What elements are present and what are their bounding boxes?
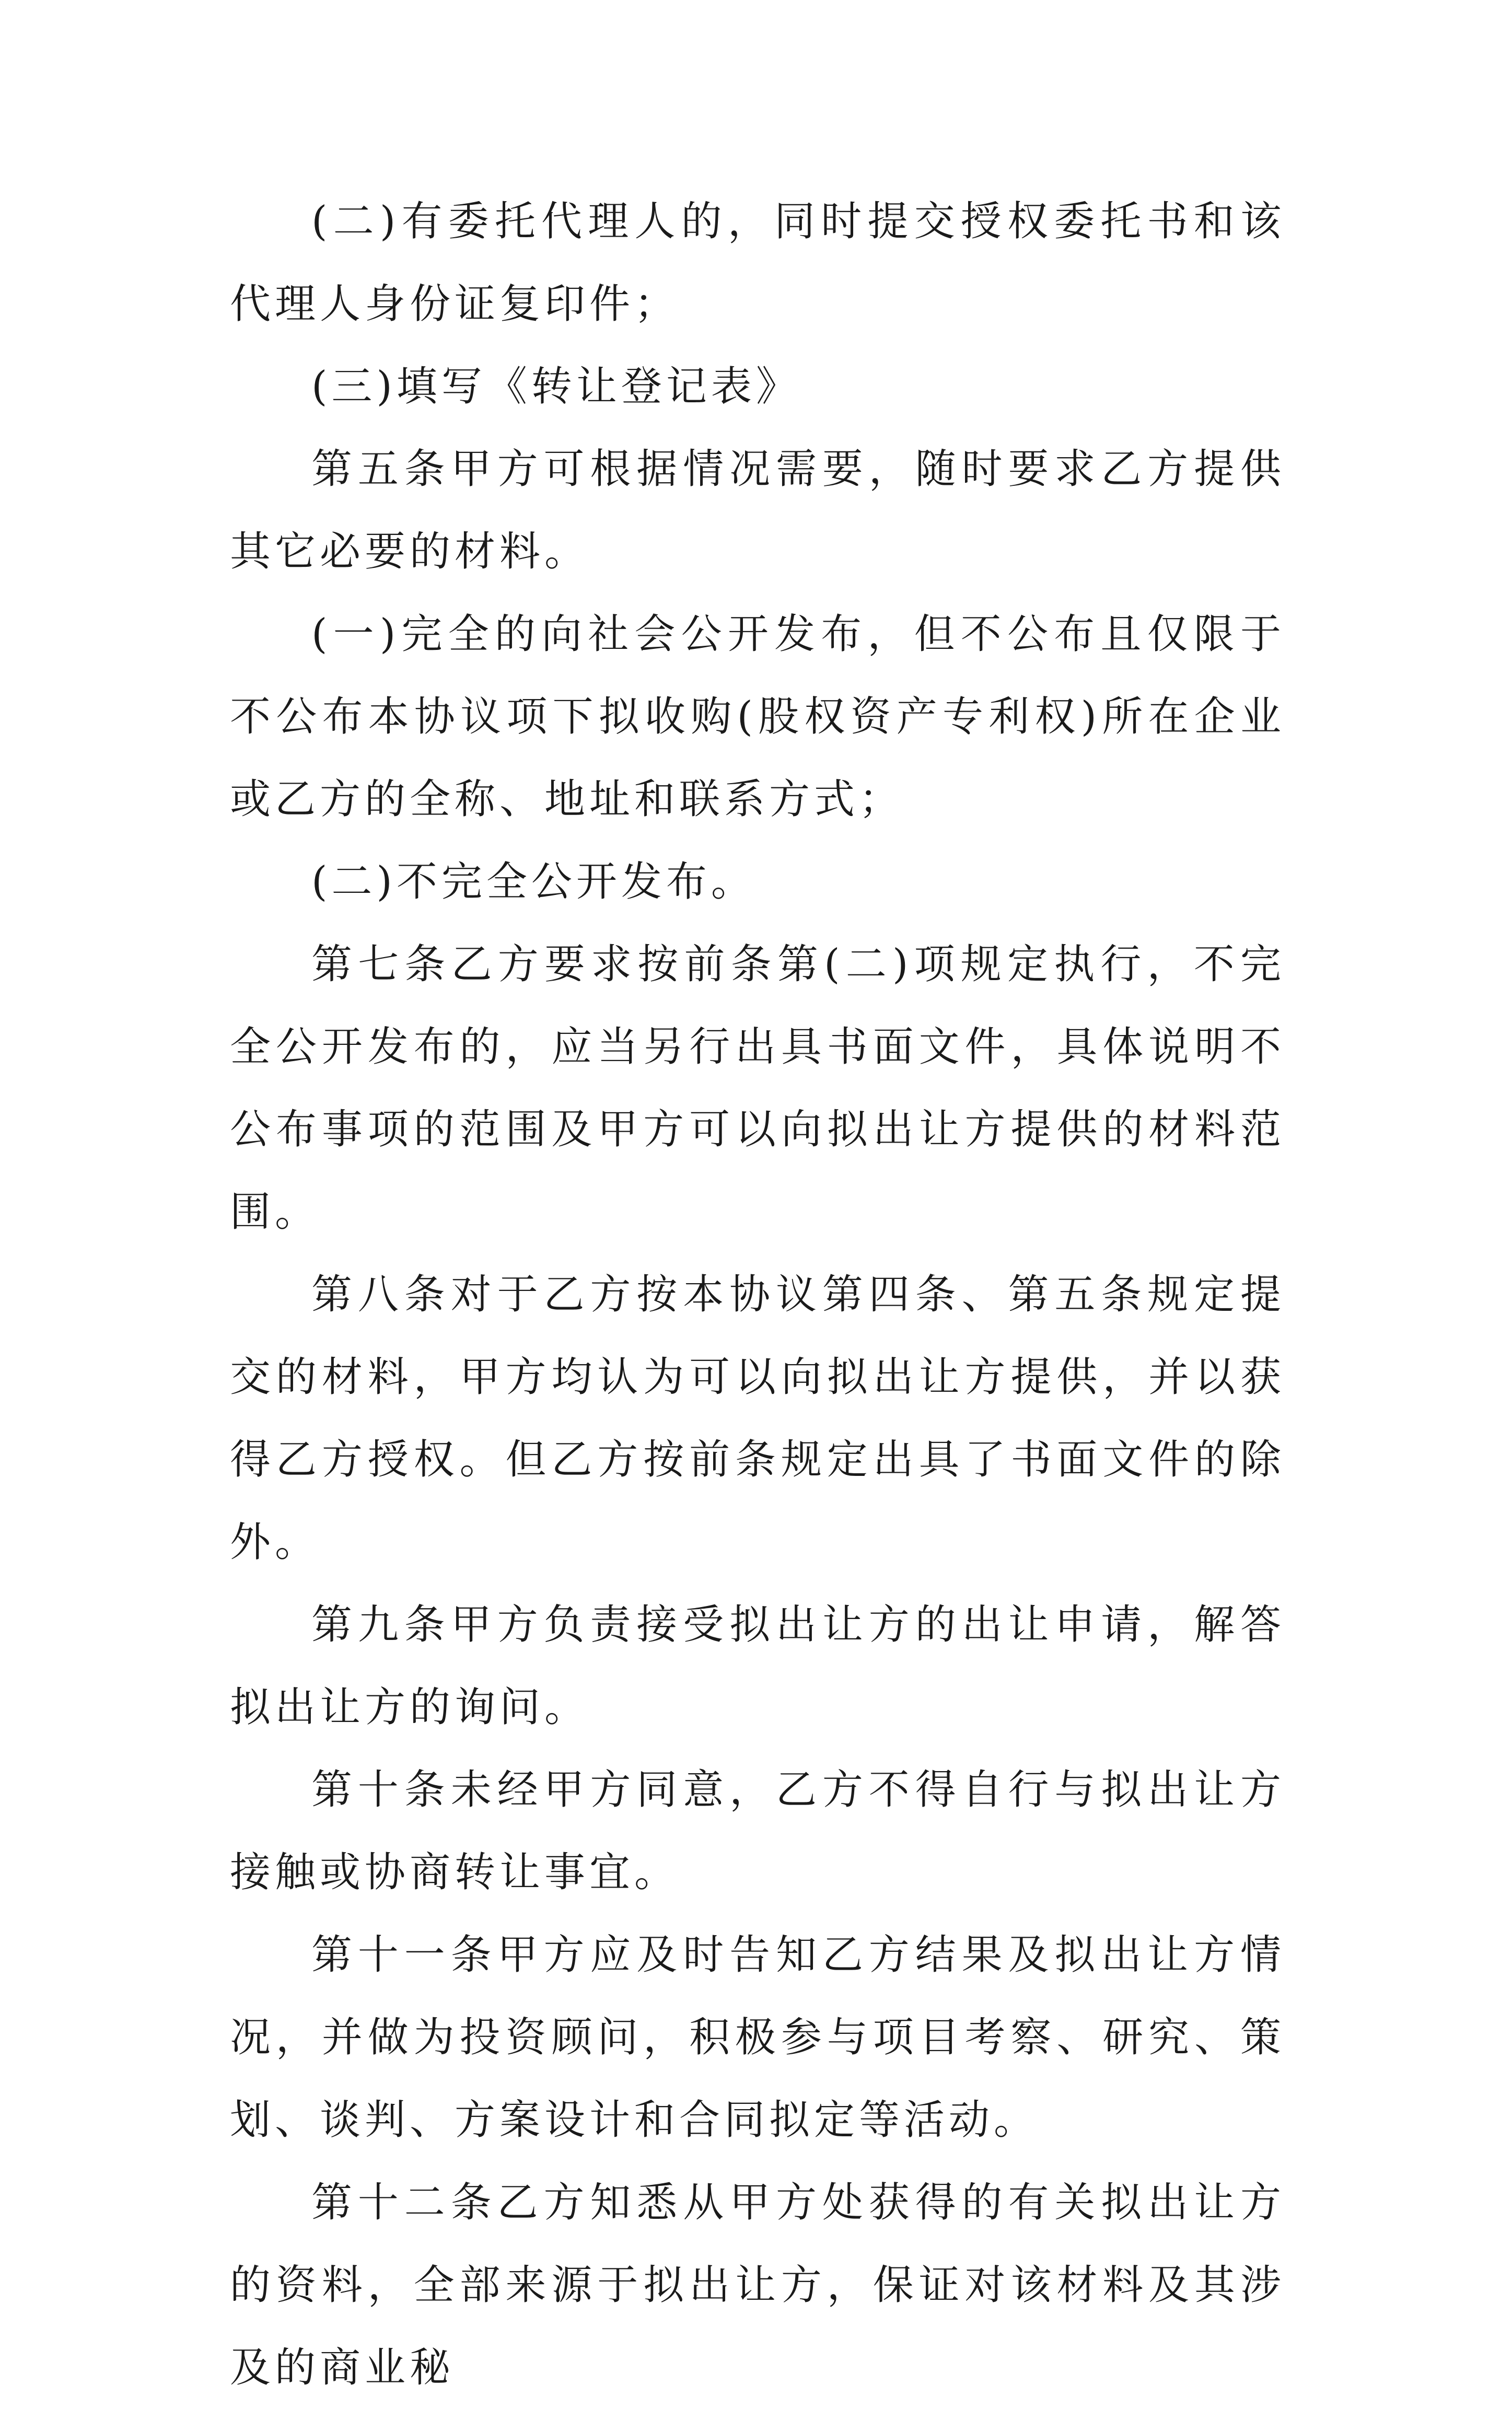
paragraph-article-11: 第十一条甲方应及时告知乙方结果及拟出让方情况，并做为投资顾问，积极参与项目考察、研究、策划、谈判、方案设计和合同拟定等活动。 bbox=[230, 1931, 1285, 2144]
paragraph-article-5: 第五条甲方可根据情况需要，随时要求乙方提供其它必要的材料。 bbox=[230, 446, 1285, 575]
paragraph-partial-disclosure: (二)不完全公开发布。 bbox=[311, 858, 756, 905]
paragraph-article-9: 第九条甲方负责接受拟出让方的出让申请，解答拟出让方的询问。 bbox=[230, 1601, 1285, 1731]
paragraph-registration-form: (三)填写《转让登记表》 bbox=[311, 363, 801, 410]
paragraph-article-10: 第十条未经甲方同意，乙方不得自行与拟出让方接触或协商转让事宜。 bbox=[230, 1766, 1285, 1896]
paragraph-delegate-agent: (二)有委托代理人的，同时提交授权委托书和该代理人身份证复印件； bbox=[230, 198, 1285, 328]
paragraph-full-disclosure: (一)完全的向社会公开发布，但不公布且仅限于不公布本协议项下拟收购(股权资产专利权)所在企业或乙方的全称、地址和联系方式； bbox=[230, 611, 1285, 823]
paragraph-article-8: 第八条对于乙方按本协议第四条、第五条规定提交的材料，甲方均认为可以向拟出让方提供，并以获得乙方授权。但乙方按前条规定出具了书面文件的除外。 bbox=[230, 1271, 1285, 1566]
paragraph-article-12: 第十二条乙方知悉从甲方处获得的有关拟出让方的资料，全部来源于拟出让方，保证对该材料及其涉及的商业秘 bbox=[230, 2179, 1285, 2391]
paragraph-article-7: 第七条乙方要求按前条第(二)项规定执行，不完全公开发布的，应当另行出具书面文件，具体说明不公布事项的范围及甲方可以向拟出让方提供的材料范围。 bbox=[230, 941, 1285, 1236]
document-body bbox=[230, 180, 1285, 2409]
